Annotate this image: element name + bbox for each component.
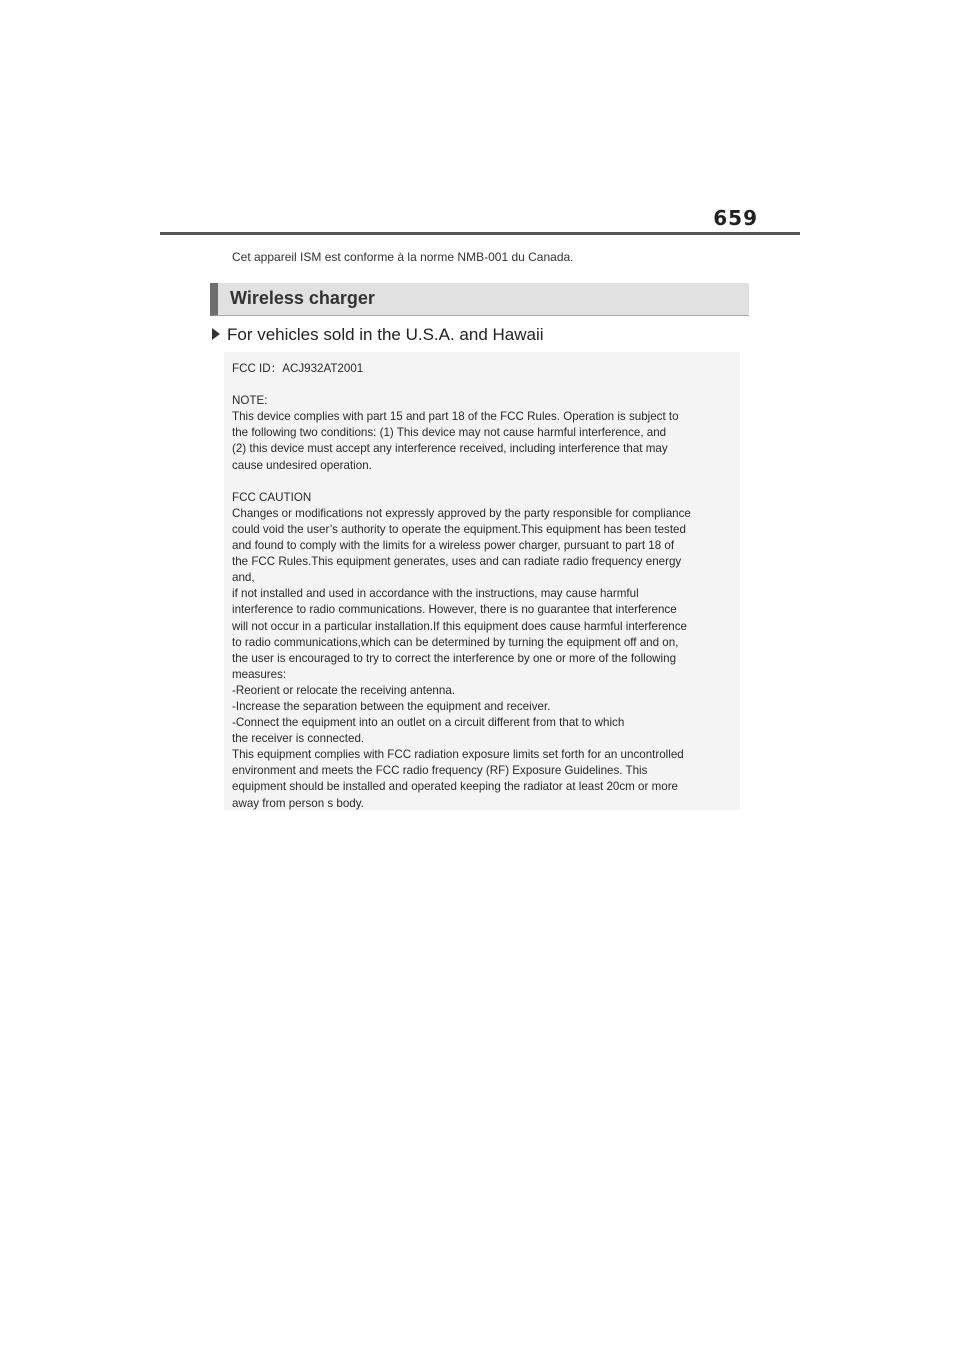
caution-line: equipment should be installed and operated keeping the radiator at least 20cm or more [232, 780, 678, 794]
triangle-arrow-icon [212, 328, 220, 340]
caution-line: -Connect the equipment into an outlet on a circuit different from that to which [232, 716, 625, 730]
region-text: For vehicles sold in the U.S.A. and Hawaii [227, 325, 544, 344]
note-line: cause undesired operation. [232, 458, 372, 472]
note-paragraph [232, 409, 740, 473]
caution-line: could void the user’s authority to operate the equipment.This equipment has been tested [232, 522, 686, 536]
header-rule [160, 232, 800, 235]
caution-line: interference to radio communications. However, there is no guarantee that interference [232, 603, 677, 617]
caution-line: will not occur in a particular installation.If this equipment does cause harmful interference [232, 619, 687, 633]
caution-line: the FCC Rules.This equipment generates, uses and can radiate radio frequency energy [232, 555, 682, 569]
fcc-statement-box [224, 352, 740, 810]
caution-line: environment and meets the FCC radio frequency (RF) Exposure Guidelines. This [232, 764, 648, 778]
fcc-id-line: FCC ID：ACJ932AT2001 [232, 362, 364, 375]
caution-line: if not installed and used in accordance with the instructions, may cause harmful [232, 587, 639, 601]
caution-heading: FCC CAUTION [232, 490, 312, 504]
section-header [210, 283, 749, 316]
caution-line: away from person s body. [232, 796, 364, 810]
spacer [232, 474, 740, 490]
caution-line: This equipment complies with FCC radiation exposure limits set forth for an uncontrolled [232, 748, 684, 762]
note-heading: NOTE: [232, 394, 268, 408]
caution-paragraph [232, 506, 740, 812]
caution-line: and found to comply with the limits for a wireless power charger, pursuant to part 18 of [232, 539, 675, 553]
canada-compliance-line: Cet appareil ISM est conforme à la norme NMB-001 du Canada. [232, 250, 574, 264]
caution-line: measures: [232, 667, 287, 681]
caution-line: to radio communications,which can be determined by turning the equipment off and on, [232, 635, 679, 649]
caution-line: -Increase the separation between the equipment and receiver. [232, 699, 551, 713]
section-title: Wireless charger [230, 288, 375, 308]
note-line: This device complies with part 15 and part 18 of the FCC Rules. Operation is subject to [232, 410, 679, 424]
note-line: the following two conditions: (1) This device may not cause harmful interference, and [232, 426, 667, 440]
caution-line: Changes or modifications not expressly approved by the party responsible for compliance [232, 506, 691, 520]
region-line [212, 325, 544, 345]
caution-line: the receiver is connected. [232, 732, 365, 746]
caution-line: -Reorient or relocate the receiving antenna. [232, 683, 455, 697]
caution-line: and, [232, 571, 255, 585]
caution-line: the user is encouraged to try to correct the interference by one or more of the following [232, 651, 677, 665]
note-line: (2) this device must accept any interference received, including interference that may [232, 442, 668, 456]
page-number: 659 [713, 206, 758, 230]
spacer [232, 377, 740, 393]
